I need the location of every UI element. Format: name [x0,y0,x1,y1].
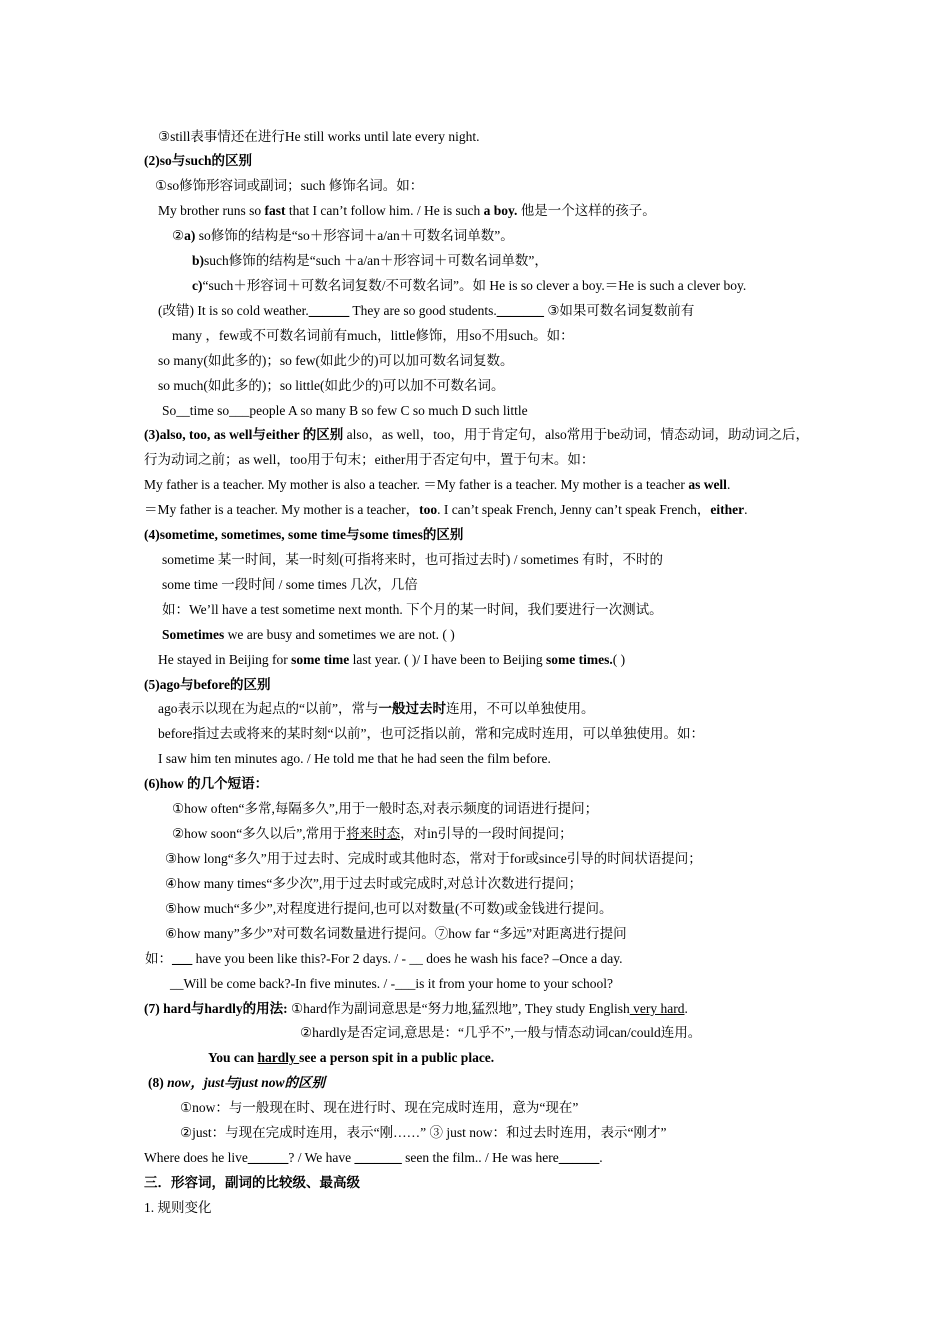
text-segment: ______ [558,1150,600,1165]
text-segment: fast [264,203,286,218]
text-line [144,526,463,544]
text-segment: see a person spit in a public place. [299,1050,495,1065]
text-line [148,1074,325,1092]
text-segment: __Will be come back?-In five minutes. / -___is it from your home to your school? [170,976,613,991]
text-segment: many ，few或不可数名词前有much，little修饰，用so不用such。如： [172,328,574,343]
text-segment: also，as well，too，用于肯定句，also常用于be动词，情态动词，助动词之后， [343,427,809,442]
text-line [170,975,613,993]
text-segment: 行为动词之前；as well，too用于句末；either用于否定句中，置于句末。如： [144,452,595,467]
text-segment: Sometimes [162,627,225,642]
text-line [172,327,574,345]
text-line [162,626,455,644]
text-line [180,1124,666,1142]
text-segment: My brother runs so [158,203,265,218]
text-line [172,227,514,245]
text-segment: now，just与just now的区别 [167,1075,326,1090]
text-line [158,128,479,146]
text-segment: some time [291,652,350,667]
text-segment: _______ [496,303,544,318]
text-segment: So__time so___people A so many B so few C so much D such little [162,403,528,418]
text-segment: that I can’t follow him. / He is such [285,203,484,218]
text-segment: ＝My father is a teacher. My mother is a teacher， [144,502,420,517]
text-segment: too [419,502,438,517]
text-line [145,950,623,968]
text-segment: so修饰的结构是“so＋形容词＋a/an＋可数名词单数”。 [195,228,514,243]
text-line [165,900,612,918]
text-segment: ④how many times“多少次”,用于过去时或完成时,对总计次数进行提问； [165,876,583,891]
text-line [158,700,594,718]
text-segment: 他是一个这样的孩子。 [517,203,656,218]
text-line [144,1174,360,1192]
text-segment: before指过去或将来的某时刻“以前”，也可泛指以前，常和完成时连用，可以单独使用。如： [158,726,704,741]
text-segment: ⑤how much“多少”,对程度进行提问,也可以对数量(不可数)或金钱进行提问。 [165,901,613,916]
text-segment: (改错) It is so cold weather. [158,303,309,318]
text-segment: some time 一段时间 / some times 几次，几倍 [162,577,418,592]
text-line [144,451,594,469]
text-segment: 1. 规则变化 [144,1200,212,1215]
text-line [158,202,656,220]
text-segment: c) [192,278,203,293]
text-segment: we are busy and sometimes we are not. ( ) [224,627,455,642]
text-segment: ①now：与一般现在时、现在进行时、现在完成时连用，意为“现在” [180,1100,579,1115]
text-line [144,676,270,694]
text-segment: last year. ( )/ I have been to Beijing [349,652,547,667]
text-segment: 如：We’ll have a test sometime next month. 下个月的某一时间，我们要进行一次测试。 [162,602,663,617]
text-segment: ③如果可数名词复数前有 [543,303,695,318]
text-segment: (7) hard与hardly的用法: [144,1001,288,1016]
text-line [162,576,418,594]
text-segment: (2)so与such的区别 [144,153,253,168]
text-line [165,850,702,868]
text-segment: . [744,502,748,517]
text-line [172,800,598,818]
text-segment: ，对in引导的一段时间提问； [400,826,573,841]
text-segment: so much(如此多的)；so little(如此少的)可以加不可数名词。 [158,378,505,393]
text-segment: have you been like this?-For 2 days. / - __ does he wash his face? –Once a day. [192,951,623,966]
text-segment: (4)sometime, sometimes, some time与some times的区别 [144,527,464,542]
text-segment: You can [208,1050,258,1065]
text-segment: Where does he live [144,1150,248,1165]
text-line [144,152,252,170]
text-segment: My father is a teacher. My mother is also a teacher. ＝My father is a teacher. My mother is a teacher [144,477,689,492]
text-line [162,402,528,420]
text-segment: . [599,1150,603,1165]
text-line [162,601,663,619]
text-line [144,501,747,519]
text-segment: “such＋形容词＋可数名词复数/不可数名词”。如 He is so clever a boy.＝He is such a clever boy. [202,278,747,293]
text-segment: sometime 某一时间，某一时刻(可指将来时，也可指过去时) / sometimes 有时，不时的 [162,552,663,567]
text-line [158,377,504,395]
text-line [165,875,582,893]
text-segment: ①how often“多常,每隔多久”,用于一般时态,对表示频度的词语进行提问； [172,801,599,816]
text-segment: . [684,1001,688,1016]
text-segment: ①hard作为副词意思是“努力地,猛烈地”, They study English [287,1001,630,1016]
text-segment: ___ [172,951,193,966]
text-line [180,1099,578,1117]
text-segment: ( ) [612,652,626,667]
text-line [158,302,694,320]
text-segment: b) [192,253,205,268]
text-segment: 将来时态 [346,826,401,841]
text-segment: such修饰的结构是“such ＋a/an＋形容词＋可数名词单数”， [204,253,548,268]
text-line [162,551,663,569]
text-line [158,651,625,669]
text-segment: (5)ago与before的区别 [144,677,271,692]
text-segment: 一般过去时 [378,701,446,716]
text-segment: . [726,477,731,492]
text-line [155,177,423,195]
text-segment: (3)also, too, as well与either 的区别 [144,427,344,442]
text-segment: so many(如此多的)；so few(如此少的)可以加可数名词复数。 [158,353,514,368]
text-segment: ②hardly是否定词,意思是：“几乎不”,一般与情态动词can/could连用。 [300,1025,702,1040]
text-line [144,1199,212,1217]
text-segment: ②how soon“多久以后”,常用于 [172,826,347,841]
text-segment: ①so修饰形容词或副词；such 修饰名词。如： [155,178,424,193]
text-segment: ⑥how many”多少”对可数名词数量进行提问。⑦how far “多远”对距离进行提问 [165,926,627,941]
text-segment: ? / We have [288,1150,355,1165]
text-segment: 连用，不可以单独使用。 [445,701,595,716]
text-line [158,725,704,743]
text-segment: a boy. [483,203,518,218]
text-segment: (6)how 的几个短语： [144,776,269,791]
text-segment: ②just：与现在完成时连用，表示“刚……” ③ just now：和过去时连用，表示“刚才” [180,1125,667,1140]
text-segment: . I can’t speak French, Jenny can’t speak French， [437,502,711,517]
text-segment: 如： [145,951,172,966]
text-line [192,252,548,270]
text-line [144,1000,688,1018]
text-segment: hardly [257,1050,300,1065]
text-segment: ago表示以现在为起点的“以前”，常与 [158,701,379,716]
text-line [165,925,627,943]
text-line [144,426,809,444]
text-line [158,352,513,370]
text-line [158,750,551,768]
text-segment: ② [172,228,185,243]
text-segment: some times. [546,652,613,667]
text-segment: either [710,502,745,517]
text-segment: ③how long“多久”用于过去时、完成时或其他时态，常对于for或since引导的时间状语提问； [165,851,702,866]
text-segment: ③still表事情还在进行He still works until late every night. [158,129,480,144]
text-line [208,1049,494,1067]
text-line [144,476,730,494]
text-segment: ______ [308,303,350,318]
text-segment: as well [688,477,727,492]
text-segment: _______ [354,1150,402,1165]
text-segment: very hard [629,1001,685,1016]
text-segment: seen the film.. / He was here [401,1150,559,1165]
text-segment: a) [184,228,196,243]
text-segment: They are so good students. [349,303,497,318]
text-line [172,825,573,843]
text-segment: 三．形容词，副词的比较级、最高级 [144,1175,360,1190]
text-segment: (8) [148,1075,168,1090]
text-line [300,1024,701,1042]
text-line [144,1149,603,1167]
text-segment: He stayed in Beijing for [158,652,292,667]
text-segment: I saw him ten minutes ago. / He told me that he had seen the film before. [158,751,551,766]
text-line [144,775,268,793]
text-line [192,277,746,295]
text-segment: ______ [247,1150,289,1165]
